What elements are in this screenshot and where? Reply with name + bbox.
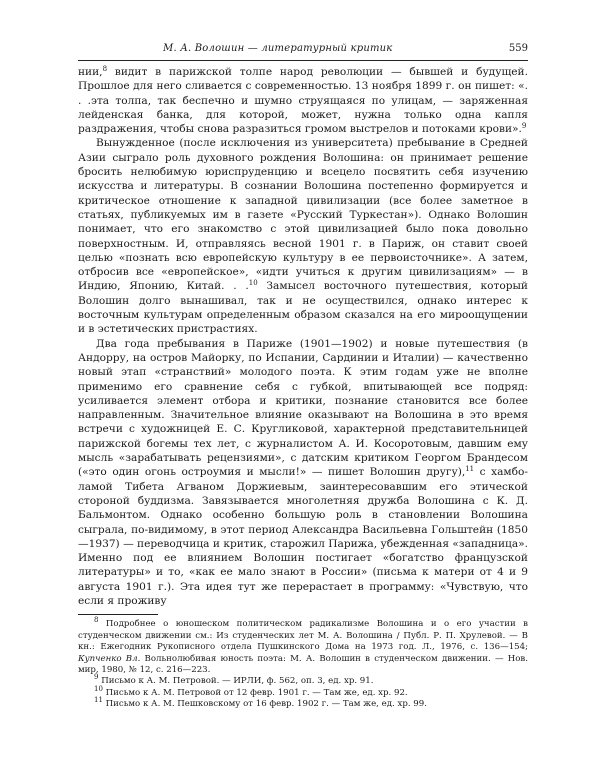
footnote-number: 10 bbox=[94, 684, 103, 693]
paragraph-1: нии,$^8$ видит в парижской толпе народ революции — бывшей и будущей. Прошлое для него сливается с современностью. 13 ноября 1899 г. он пишет: «. . .эта толпа, так беспечно и шумно струящаяся по улицам, — заряженная лейденская банка, для которой, может, нужна только одна капля раздражения, чтобы снова разразиться громом выстрелов и потоками крови».$^9$ bbox=[78, 65, 528, 136]
footnote-8: $^8$ Подробнее о юношеском политическом радикализме Волошина и о его участии в студенческом движении см.: Из студенческих лет М. А. Волошина / Публ. Р. П. Хрулевой. — В кн.: Ежегодник Рукописного отдела Пушкинского Дома на 1973 год. Л., 1976, с. 136—154; Купченко Вл. Вольнолюбивая юность поэта: М. А. Волошин в студенческом движении. — Нов. мир, 1980, № 12, с. 216—223. bbox=[78, 616, 529, 675]
footnote-author: Купченко Вл. bbox=[78, 653, 141, 664]
running-header bbox=[78, 40, 528, 61]
footnote-ref-10: 10 bbox=[248, 279, 258, 288]
footnote-number: 11 bbox=[94, 696, 103, 705]
book-page bbox=[78, 40, 528, 711]
footnote-10: $^{10}$ Письмо к А. М. Петровой от 12 февр. 1901 г. — Там же, ед. хр. 92. bbox=[94, 684, 408, 698]
footnote-11: $^{11}$ Письмо к А. М. Пешковскому от 16 февр. 1902 г. — Там же, ед. хр. 99. bbox=[94, 696, 427, 710]
running-title: М. А. Волошин — литературный критик bbox=[163, 43, 393, 54]
footnote-ref-11: 11 bbox=[465, 465, 475, 474]
page-number: 559 bbox=[508, 43, 528, 54]
footnote-ref-8: 8 bbox=[102, 65, 108, 73]
footnotes bbox=[78, 616, 529, 710]
paragraph-3: Два года пребывания в Париже (1901—1902) и новые путешествия (в Андорру, на остров Майорку, по Испании, Сардинии и Италии) — качественно новый этап «странствий» молодого поэта. К этим годам уже не вполне применимо его сравнение себя с губкой, впитывающей все подряд: усиливается элемент отбора и критики, познание становится все более направленным. Значительное влияние оказывают на Волошина в это время встречи с художницей Е. С. Кругликовой, характерной представительницей парижской богемы тех лет, с журналистом А. И. Косоротовым, давшим ему мысль «зарабатывать рецензиями», с датским критиком Георгом Брандесом («это один огонь остроумия и мысли!» — пишет Волошин другу),$^{11}$ с хамбо-ламой Тибета Агваном Доржиевым, заинтересовавшим его этической стороной буддизма. Завязывается многолетняя дружба Волошина с К. Д. Бальмонтом. Однако особенно большую роль в становлении Волошина сыграла, по-видимому, в этот период Александра Васильевна Гольштейн (1850—1937) — переводчица и критик, старожил Парижа, убежденная «западница». Именно под ее влиянием Волошин постигает «богатство французской литературы» и то, «как ее мало знают в России» (письма к матери от 4 и 9 августа 1901 г.). Эта идея тут же перерастает в программу: «Чувствую, что если я проживу bbox=[78, 337, 528, 607]
paragraph-2: Вынужденное (после исключения из университета) пребывание в Средней Азии сыграло роль духовного рождения Волошина: он принимает решение бросить нелюбимую юриспруденцию и всецело посвятить себя изучению искусства и литературы. В сознании Волошина постепенно формируется и критическое отношение к западной цивилизации (все более заметное в статьях, публикуемых им в газете «Русский Туркестан»). Однако Волошин понимает, что его знакомство с этой цивилизацией было пока довольно поверхностным. И, отправляясь весной 1901 г. в Париж, он ставит своей целью «познать всю европейскую культуру в ее первоисточнике». А затем, отбросив все «европейское», «идти учиться к другим цивилизациям» — в Индию, Японию, Китай. . .$^{10}$ Замысел восточного путешествия, который Волошин долго вынашивал, так и не осуществился, однако интерес к восточным культурам определенным образом сказался на его мироощущении и в эстетических пристрастиях. bbox=[78, 137, 528, 336]
footnote-9: $^9$ Письмо к А. М. Петровой. — ИРЛИ, ф. 562, оп. 3, ед. хр. 91. bbox=[94, 673, 374, 687]
main-text bbox=[78, 65, 528, 608]
footnote-ref-9: 9 bbox=[521, 122, 527, 131]
footnote-number: 9 bbox=[94, 673, 99, 682]
footnote-number: 8 bbox=[94, 616, 99, 625]
footnote-divider bbox=[78, 614, 158, 615]
